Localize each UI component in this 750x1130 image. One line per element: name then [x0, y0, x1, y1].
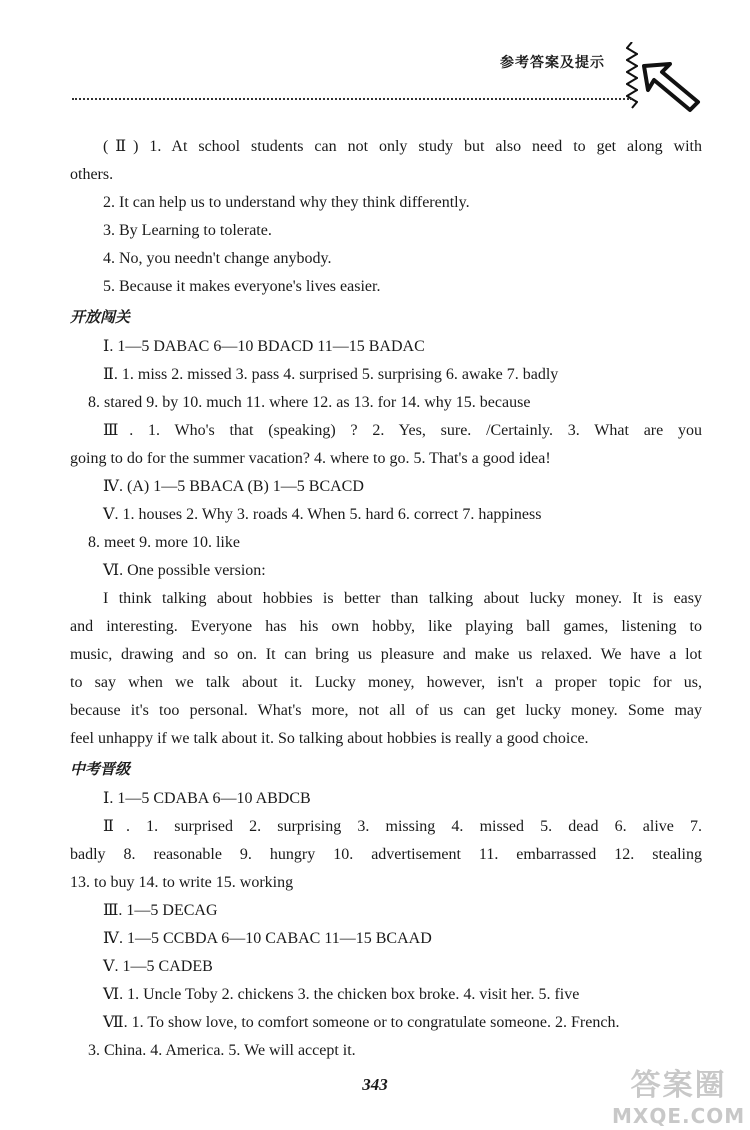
answer-line: Ⅲ. 1. Who's that (speaking) ? 2. Yes, sure. /Certainly. 3. What are you — [103, 422, 702, 439]
watermark-logo — [612, 1060, 745, 1128]
answer-line: (Ⅱ) 1. At school students can not only study but also need to get along with — [103, 138, 702, 155]
header-divider — [72, 98, 632, 100]
essay-line: and interesting. Everyone has his own hobby, like playing ball games, listening to — [70, 618, 702, 635]
answer-content — [70, 133, 702, 1065]
answer-line: Ⅲ. 1—5 DECAG — [103, 902, 218, 919]
arrow-up-left-icon — [640, 60, 702, 119]
answer-line: 13. to buy 14. to write 15. working — [70, 874, 294, 891]
answer-line: 3. China. 4. America. 5. We will accept it. — [88, 1042, 356, 1059]
answer-line: Ⅰ. 1—5 DABAC 6—10 BDACD 11—15 BADAC — [103, 338, 425, 355]
page-number: 343 — [362, 1075, 388, 1094]
essay-line: music, drawing and so on. It can bring us pleasure and make us relaxed. We have a lot — [70, 646, 702, 663]
answer-line: Ⅶ. 1. To show love, to comfort someone or to congratulate someone. 2. French. — [103, 1014, 620, 1031]
essay-line: feel unhappy if we talk about it. So talking about hobbies is really a good choice. — [70, 730, 589, 747]
answer-line: Ⅴ. 1—5 CADEB — [103, 958, 213, 975]
essay-line: to say when we talk about it. Lucky money, however, isn't a proper topic for us, — [70, 674, 702, 691]
essay-line: I think talking about hobbies is better than talking about lucky money. It is easy — [103, 590, 702, 607]
watermark-text: 答案圈 — [630, 1068, 727, 1103]
answer-line: going to do for the summer vacation? 4. where to go. 5. That's a good idea! — [70, 450, 551, 467]
section-heading: 开放闯关 — [70, 308, 131, 326]
essay-line: because it's too personal. What's more, not all of us can get lucky money. Some may — [70, 702, 702, 719]
answer-line: 2. It can help us to understand why they think differently. — [103, 194, 470, 211]
answer-line: Ⅰ. 1—5 CDABA 6—10 ABDCB — [103, 790, 311, 807]
answer-line: Ⅳ. (A) 1—5 BBACA (B) 1—5 BCACD — [103, 478, 364, 495]
exam-upgrade-section — [70, 755, 702, 1065]
section-ii-answers — [70, 133, 702, 301]
answer-line: 8. meet 9. more 10. like — [88, 534, 240, 551]
zigzag-ornament-icon — [626, 42, 638, 117]
section-heading: 中考晋级 — [70, 760, 131, 778]
answer-line: others. — [70, 166, 114, 183]
answer-line: 4. No, you needn't change anybody. — [103, 250, 332, 267]
answer-line: 3. By Learning to tolerate. — [103, 222, 272, 239]
answer-line: badly 8. reasonable 9. hungry 10. advertisement 11. embarrassed 12. stealing — [70, 846, 702, 863]
answer-line: Ⅵ. One possible version: — [103, 562, 266, 579]
answer-line: 8. stared 9. by 10. much 11. where 12. as 13. for 14. why 15. because — [88, 394, 531, 411]
answer-line: Ⅱ. 1. miss 2. missed 3. pass 4. surprised 5. surprising 6. awake 7. badly — [103, 366, 559, 383]
answer-line: Ⅵ. 1. Uncle Toby 2. chickens 3. the chicken box broke. 4. visit her. 5. five — [103, 986, 580, 1003]
answer-line: Ⅳ. 1—5 CCBDA 6—10 CABAC 11—15 BCAAD — [103, 930, 432, 947]
answer-line: Ⅴ. 1. houses 2. Why 3. roads 4. When 5. hard 6. correct 7. happiness — [103, 506, 542, 523]
watermark-url: MXQE.COM — [612, 1104, 746, 1128]
open-gate-section — [70, 303, 702, 753]
header-title: 参考答案及提示 — [500, 55, 605, 71]
answer-line: Ⅱ. 1. surprised 2. surprising 3. missing 4. missed 5. dead 6. alive 7. — [103, 818, 702, 835]
answer-line: 5. Because it makes everyone's lives easier. — [103, 278, 381, 295]
